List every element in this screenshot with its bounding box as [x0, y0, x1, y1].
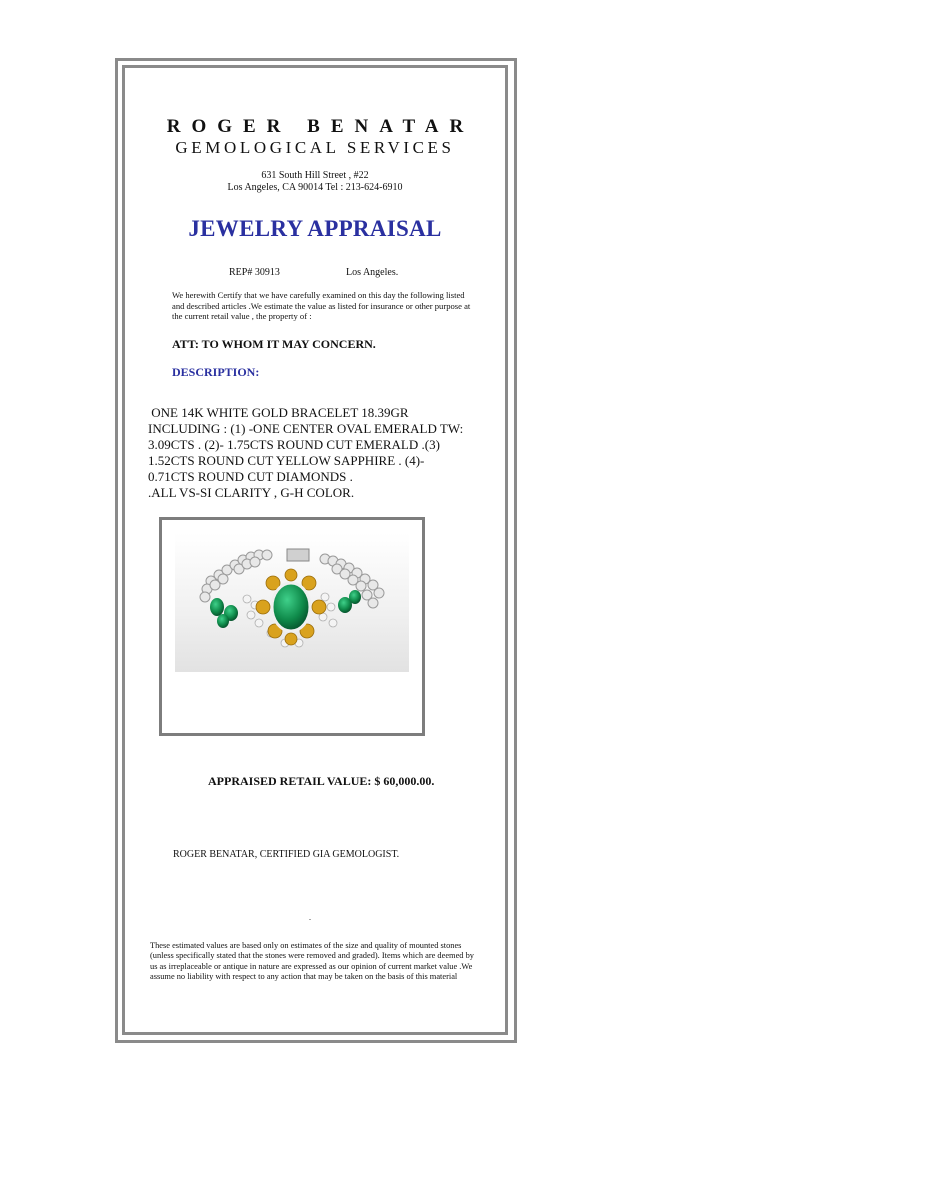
- appraisal-city: Los Angeles.: [346, 267, 399, 278]
- certification-statement: We herewith Certify that we have carefully examined on this day the following listed and described articles .We estimate the value as listed for insurance or other purpose at the current retail value , the property of :: [172, 290, 471, 322]
- disclaimer-text: These estimated values are based only on estimates of the size and quality of mounted stones (unless specifically stated that the stones were removed and graded). Items which are deemed by us as irreplaceable or antique in nature are expressed as our opinion of current market value .We assume no liability with respect to any action that may be taken on the basis of this material: [150, 941, 474, 982]
- company-subtitle: GEMOLOGICAL SERVICES: [175, 138, 455, 157]
- address-line-2: Los Angeles, CA 90014 Tel : 213-624-6910: [227, 182, 403, 193]
- appraised-retail-value: APPRAISED RETAIL VALUE: $ 60,000.00.: [208, 774, 435, 788]
- description-label: DESCRIPTION:: [172, 365, 260, 379]
- company-name: ROGER BENATAR: [166, 116, 475, 137]
- gemologist-signature-line: ROGER BENATAR, CERTIFIED GIA GEMOLOGIST.: [173, 849, 400, 860]
- attention-line: ATT: TO WHOM IT MAY CONCERN.: [172, 337, 376, 351]
- item-description: ONE 14K WHITE GOLD BRACELET 18.39GR INCLUDING : (1) -ONE CENTER OVAL EMERALD TW: 3.09CTS . (2)- 1.75CTS ROUND CUT EMERALD .(3) 1.52CTS ROUND CUT YELLOW SAPPHIRE . (4)- 0.71CTS ROUND CUT DIAMONDS . .ALL VS-SI CLARITY , G-H COLOR.: [148, 405, 464, 500]
- bracelet-photo: [175, 533, 409, 672]
- stray-mark: .: [309, 913, 311, 922]
- address-line-1: 631 South Hill Street , #22: [261, 170, 369, 181]
- rep-number: REP# 30913: [229, 267, 280, 278]
- document-title: JEWELRY APPRAISAL: [188, 216, 442, 241]
